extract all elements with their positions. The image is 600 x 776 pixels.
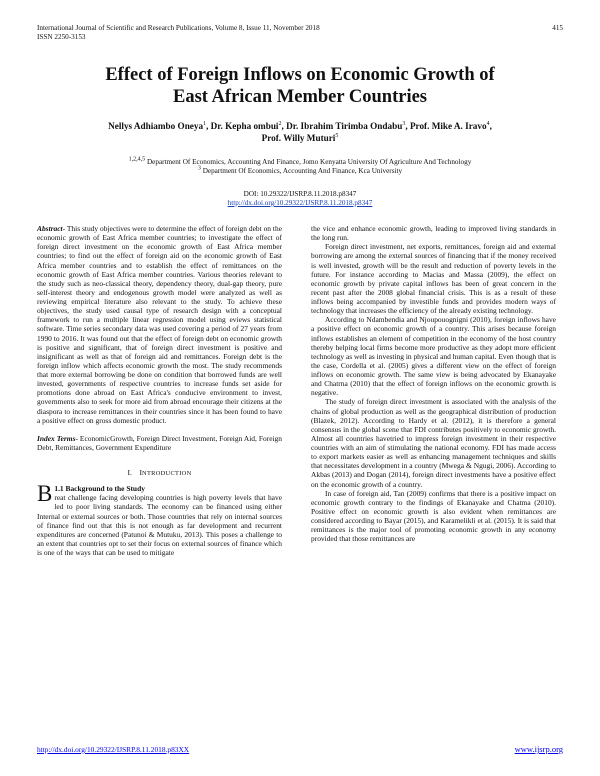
doi-block	[100, 190, 500, 208]
index-terms: Index Terms- EconomicGrowth, Foreign Direct Investment, Foreign Aid, Foreign Debt, Remittances, Government Expenditure	[37, 433, 282, 452]
paragraph: the vice and enhance economic growth, leading to improved living standards in the long run.	[311, 224, 556, 243]
author: Prof. Willy Muturi$^5$	[261, 132, 339, 143]
site-link[interactable]: www.ijsrp.org	[514, 744, 563, 754]
title-line-1: Effect of Foreign Inflows on Economic Growth of	[105, 65, 495, 85]
author: Nellys Adhiambo Oneya$^1$,	[108, 120, 211, 131]
affiliation: $^3$ Department Of Economics, Accounting And Finance, Kca University	[197, 165, 403, 176]
affiliations	[60, 158, 540, 177]
journal-name: International Journal of Scientific and Research Publications, Volume 8, Issue 11, November 2018	[37, 24, 320, 32]
author: Prof. Mike A. Iravo$^4$,	[409, 120, 492, 131]
left-column	[37, 224, 282, 557]
running-header	[37, 24, 320, 42]
index-terms-label: Index Terms	[37, 433, 76, 443]
author: Dr. Kepha ombui$^2$,	[210, 120, 287, 131]
abstract: Abstract- This study objectives were to determine the effect of foreign debt on the economic growth of East Africa member countries; to investigate the effect of foreign direct investment on the economic growth of East Africa member countries; to find out the effect of foreign aid on the economic growth of East Africa member countries and to establish the effect of remittances on the economic growth of East Africa member countries. Various theories relevant to the study such as neo-classical theory, dependency theory, dual-gap theory, pure self-interest theory and endogenous growth model were analyzed as well as reviewing empirical literature also relevant to the study. To achieve these objectives, the study used causal type of research design with a conceptual framework to run a multiple linear regression model using eviews statistical software. Time series secondary data was used covering a period of 27 years from 1990 to 2016. It was found out that the effect of foreign debt on economic growth is positive and significant, that of foreign direct investment is positive and insignificant as well as that of foreign aid and remittances. Foreign debt is the foreign inflow which affects economic growth the most. The study recommends that more external borrowing be done on condition that borrowed funds are well invested, governments of respective countries to increase funds set aside for promotions done abroad on East Africa's conducive environment to invest, governments also to seek for more aid from abroad encourage their citizens at the diaspora to increase remittances in their countries since it has been found to have a positive effect on gross domestic product.	[37, 224, 282, 425]
doi-text: DOI: 10.29322/IJSRP.8.11.2018.p8347	[243, 190, 357, 198]
paragraph: Foreign direct investment, net exports, remittances, foreign aid and external borrowing are among the external sources of financing that if the money received is well invested, growth will be the result and reduction of poverty levels in the future. For instance according to Macias and Massa (2009), the effect on economic growth by private capital inflows has been of great concern in the recent past after the 2008 global financial crisis. This is as a result of these inflows being accompanied by investible funds and provides modern ways of technology that increases the efficiency of the already existing technology.	[311, 242, 556, 316]
paragraph: The study of foreign direct investment is associated with the analysis of the chains of global production as well as the geographical distribution of production (Blazek, 2012). According to Hardy et al. (2012), it is therefore a general consensus in the global scene that FDI contributes positively to economic growth. Almost all countries havetried to impress foreign investment in their respective countries with an aim of stimulating the national economy. FDI has made access to export markets easier as well as enhancing management techniques and skills that necessitates development in a country (Mwega & Ngugi, 2006). According to Akbas (2013) and Dogan (2014), foreign direct investments have a positive effect on the economic growth of a country.	[311, 397, 556, 489]
title-line-2: East African Member Countries	[173, 87, 427, 107]
issn: ISSN 2250-3153	[37, 33, 86, 41]
section-heading: I. INTRODUCTION	[127, 468, 192, 477]
paragraph: According to Ndambendia and Njoupouognigni (2010), foreign inflows have a positive effect on economic growth of a country. This arises because foreign inflows establishes an element of competition in the economy of the host country thereby helping local firms become more productive as they adopt more efficient technology as well as investing in physical and human capital. Even though that is the case, Cordella et al. (2005) gives a different view on the effect of foreign inflows on economic growth. The same view is being advocated by Ekanayake and Chatrna (2010) that the effect of foreign inflows on the economic growth is negative.	[311, 315, 556, 398]
paper-title	[40, 64, 560, 108]
abstract-label: Abstract	[37, 224, 63, 233]
drop-cap: B	[37, 481, 53, 507]
right-column	[311, 224, 556, 543]
doi-link[interactable]: http://dx.doi.org/10.29322/IJSRP.8.11.2018.p8347	[227, 199, 373, 207]
subheading: 1.1 Background to the Study	[54, 484, 145, 494]
author: Dr. Ibrahim Tirimba Ondabu$^3$,	[286, 120, 410, 131]
paragraph: In case of foreign aid, Tan (2009) confirms that there is a positive impact on economic growth contrary to the findings of Ekanayake and Chatma (2010). Positive effect on economic growth is also evident when remittances are considered according to Bayar (2015), and Karamelikli et al. (2015). It is said that remittances is the major tool of promoting economic growth in any economy provided that those remittances are	[311, 488, 556, 544]
footer-link[interactable]: http://dx.doi.org/10.29322/IJSRP.8.11.2018.p83XX	[37, 745, 190, 754]
page-number: 415	[552, 24, 563, 32]
intro-paragraph: B 1.1 Background to the Study reat challenge facing developing countries is high poverty levels that have led to poor living standards. The economy can be financed using either Internal or external sources or both. Those countries that rely on internal sources of finance find out that this is not enough as far development and recurrent expenditures are concerned (Patunoi & Mutuku, 2013). This poses a challenge to an extent that countries opt to set their focus on external sources of finance which is one of the ways that can be used to mitigate	[37, 481, 282, 557]
author-list	[60, 120, 540, 144]
affiliation: $^{1,2,4,5}$ Department Of Economics, Accounting And Finance, Jomo Kenyatta University Of Agriculture And Technology	[128, 156, 472, 166]
